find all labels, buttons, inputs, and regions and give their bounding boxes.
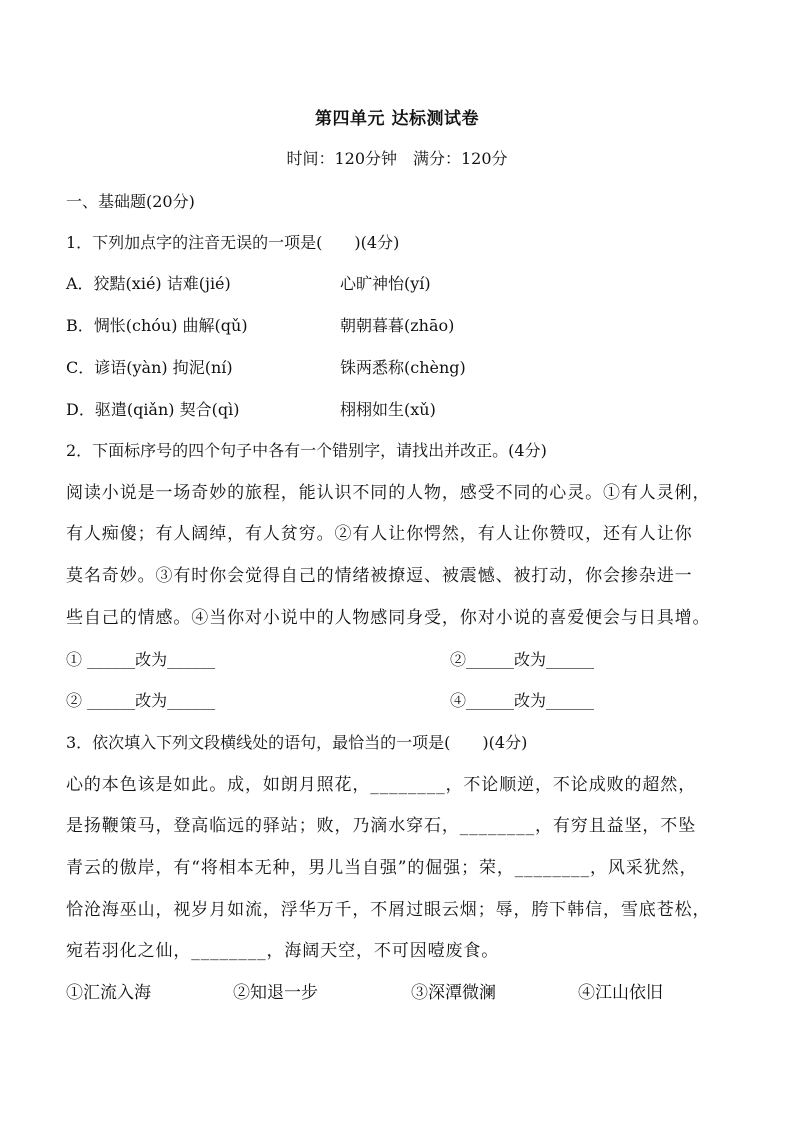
exam-title: 第四单元 达标测试卷 xyxy=(315,109,479,129)
q1-option-c: C．谚语(yàn) 拘泥(ní) xyxy=(66,358,233,377)
q2-fill-blank: ① ______改为______ xyxy=(66,650,216,669)
q1-option-a: A．狡黠(xié) 诘难(jié) xyxy=(66,274,231,293)
q3-passage-line: 恰沧海巫山，视岁月如流，浮华万千，不屑过眼云烟；辱，胯下韩信，雪底苍松， xyxy=(66,900,711,920)
q1-option-b: B．惆怅(chóu) 曲解(qǔ) xyxy=(66,316,248,335)
exam-time-score: 时间：120分钟 满分：120分 xyxy=(286,149,508,168)
q2-passage-line: 有人痴傻；有人阔绰，有人贫穷。②有人让你愕然，有人让你赞叹，还有人让你 xyxy=(66,524,693,544)
q1-option-d: D．驱遣(qiǎn) 契合(qì) xyxy=(66,400,240,419)
q3-passage-line: 心的本色该是如此。成，如朗月照花，________，不论顺逆，不论成败的超然， xyxy=(66,775,697,795)
q3-choice-item: ①汇流入海 xyxy=(66,983,151,1003)
q2-passage-line: 阅读小说是一场奇妙的旅程，能认识不同的人物，感受不同的心灵。①有人灵俐， xyxy=(66,483,711,503)
q2-passage-line: 莫名奇妙。③有时你会觉得自己的情绪被撩逗、被震憾、被打动，你会掺杂进一 xyxy=(66,566,693,586)
q1-option-c-extra: 铢两悉称(chèng) xyxy=(340,358,466,377)
q3-passage-line: 青云的傲岸，有“将相本无种，男儿当自强”的倔强；荣，________，风采犹然， xyxy=(66,858,698,878)
q3-choice-item: ④江山依旧 xyxy=(578,983,663,1003)
question-2-stem: 2．下面标序号的四个句子中各有一个错别字，请找出并改正。(4分) xyxy=(66,441,547,460)
q1-option-d-extra: 栩栩如生(xǔ) xyxy=(340,400,436,419)
question-1-stem: 1．下列加点字的注音无误的一项是( )(4分) xyxy=(66,233,400,252)
q3-passage-line: 宛若羽化之仙，________，海阔天空，不可因噎废食。 xyxy=(66,941,500,961)
q1-option-b-extra: 朝朝暮暮(zhāo) xyxy=(340,316,455,335)
q3-choice-item: ②知退一步 xyxy=(233,983,318,1003)
q2-passage-line: 些自己的情感。④当你对小说中的人物感同身受，你对小说的喜爱便会与日具增。 xyxy=(66,608,711,628)
q1-option-a-extra: 心旷神怡(yí) xyxy=(340,274,431,293)
q3-choice-item: ③深潭微澜 xyxy=(411,983,496,1003)
section-heading: 一、基础题(20分) xyxy=(66,192,195,211)
q3-passage-line: 是扬鞭策马，登高临远的驿站；败，乃滴水穿石，________，有穷且益坚，不坠 xyxy=(66,816,697,836)
question-3-stem: 3．依次填入下列文段横线处的语句，最恰当的一项是( )(4分) xyxy=(66,733,528,752)
q2-fill-blank: ④______改为______ xyxy=(450,691,595,710)
q2-fill-blank: ②______改为______ xyxy=(450,650,595,669)
q2-fill-blank: ② ______改为______ xyxy=(66,691,216,710)
